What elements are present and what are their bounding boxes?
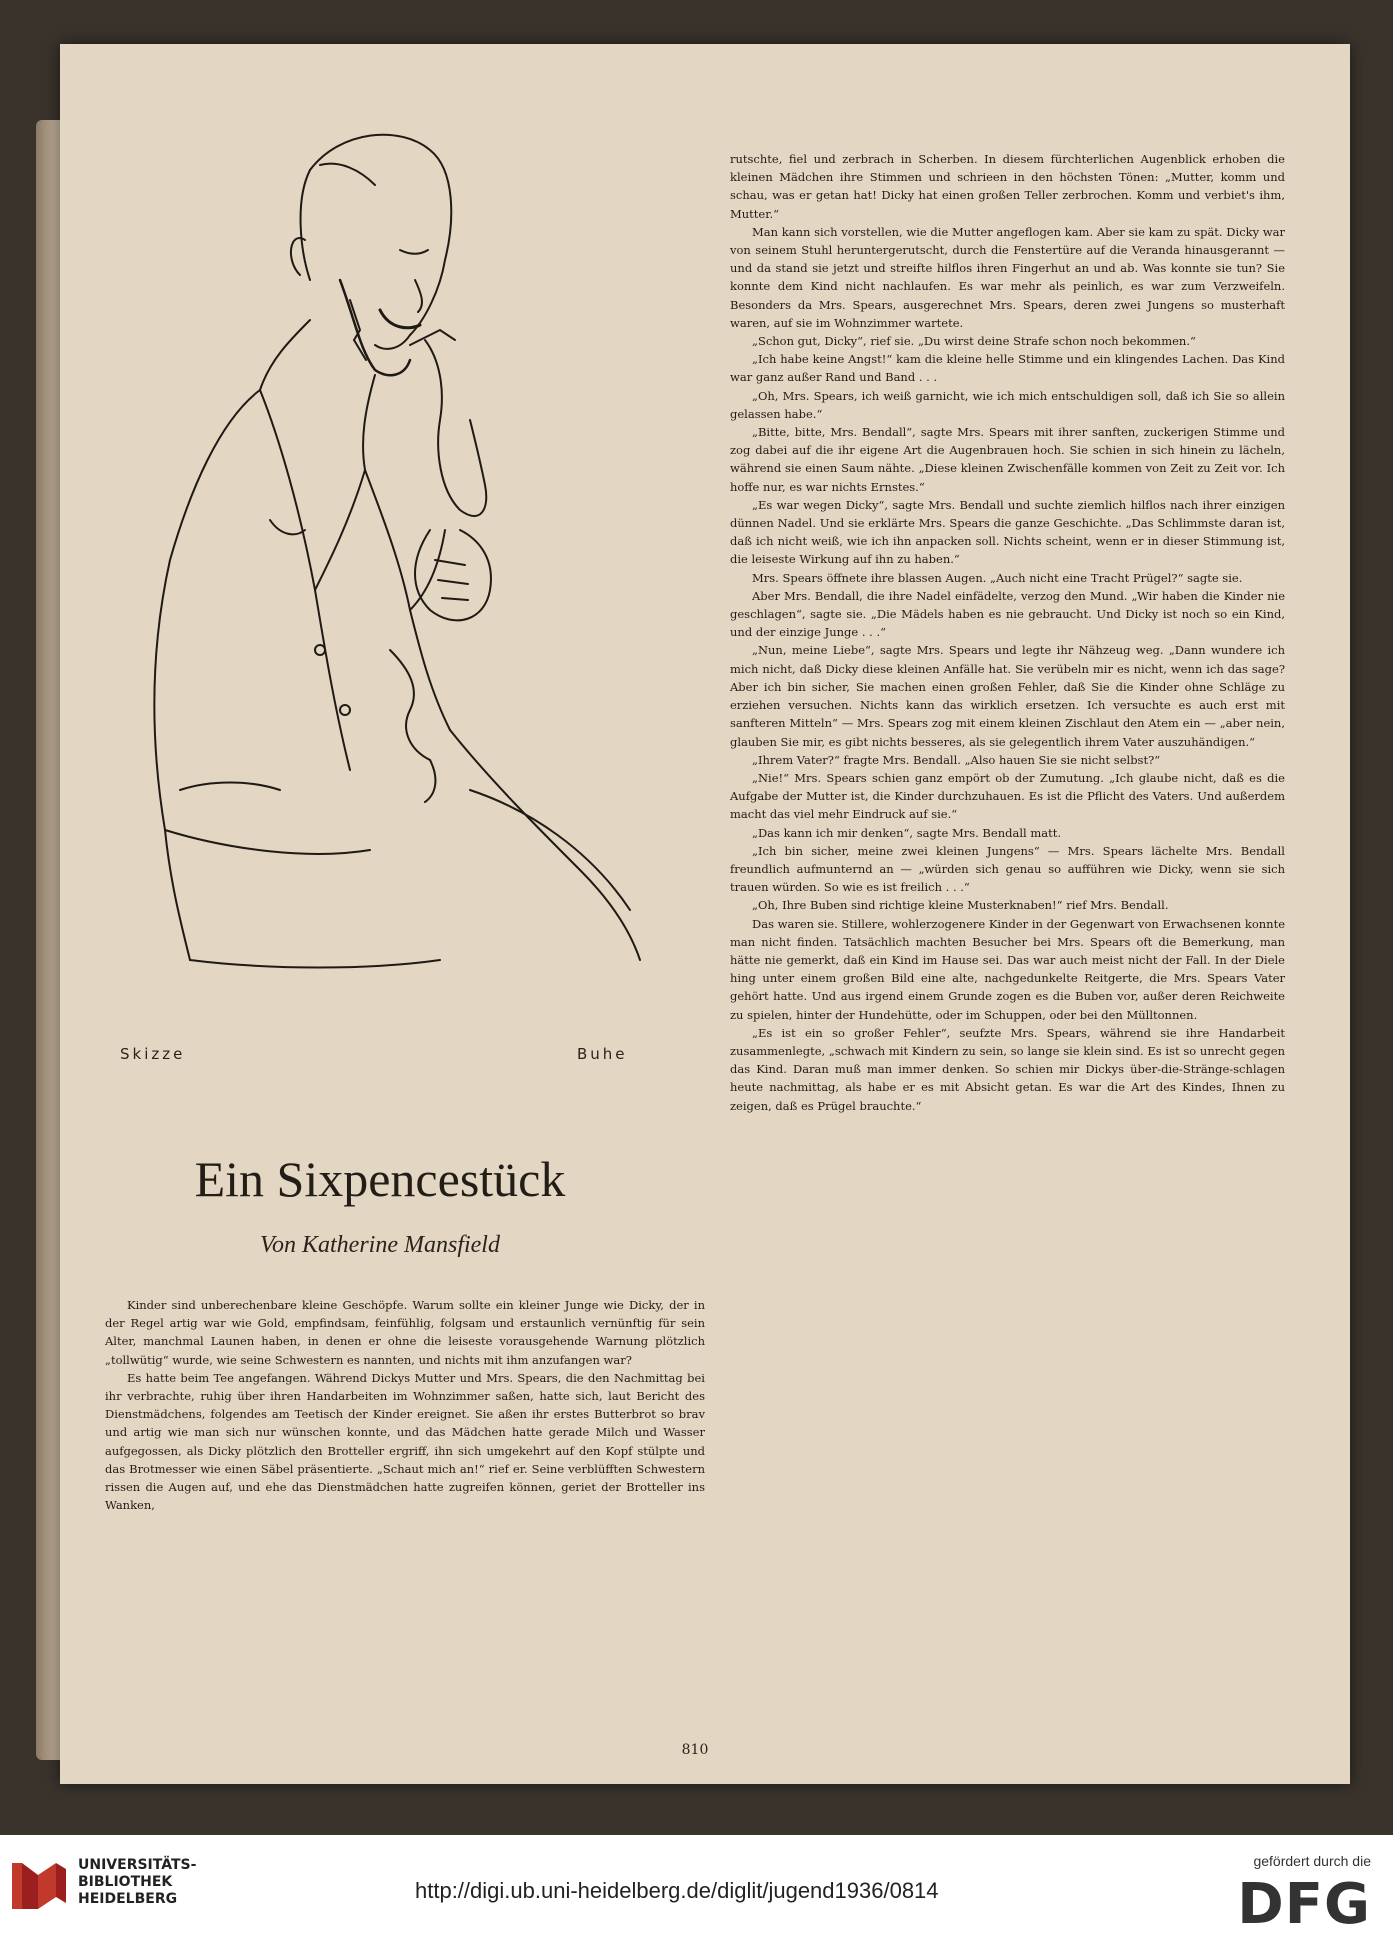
paragraph: „Es war wegen Dicky“, sagte Mrs. Bendall und suchte ziemlich hilflos nach ihrer einzigen dünnen Nadel. Und sie erklärte Mrs. Spears die ganze Geschichte. „Das Schlimmste daran ist, daß ich nicht weiß, wie ich ihn anpacken soll. Nichts scheint, wenn er in dieser Stimmung ist, die leiseste Wirkung auf ihn zu haben.“ (730, 497, 1285, 567)
paragraph: „Oh, Ihre Buben sind richtige kleine Musterknaben!“ rief Mrs. Bendall. (752, 898, 1169, 913)
illustration-caption-left: Skizze (120, 1045, 186, 1063)
paragraph: „Oh, Mrs. Spears, ich weiß garnicht, wie ich mich entschuldigen soll, daß ich Sie so allein gelassen habe.“ (730, 388, 1285, 421)
paragraph: Kinder sind unberechenbare kleine Geschöpfe. Warum sollte ein kleiner Junge wie Dicky, der in der Regel artig war wie Gold, empfindsam, feinfühlig, folgsam und erstaunlich vernünftig für sein Alter, manchmal Launen haben, in denen er ohne die leiseste vorausgehende Warnung plötzlich „tollwütig“ wurde, wie seine Schwestern es nannten, und nichts mit ihm anzufangen war? (105, 1298, 705, 1367)
university-library-name[interactable] (78, 1857, 196, 1908)
paragraph: Aber Mrs. Bendall, die ihre Nadel einfädelte, verzog den Mund. „Wir haben die Kinder nie geschlagen“, sagte sie. „Die Mädels haben es nie gebraucht. Und Dicky ist noch so ein Kind, und der einzige Junge . . .“ (730, 588, 1285, 640)
paragraph: „Ich bin sicher, meine zwei kleinen Jungens“ — Mrs. Spears lächelte Mrs. Bendall freundlich aufmunternd an — „würden sich genau so aufführen wie Dicky, wenn sie sich trauen würden. So wie es ist freilich . . .“ (730, 843, 1285, 895)
article-title: Ein Sixpencestück (194, 1151, 566, 1207)
paragraph: „Nie!“ Mrs. Spears schien ganz empört ob der Zumutung. „Ich glaube nicht, daß es die Aufgabe der Mutter ist, die Kinder durchzuhauen. Es ist die Pflicht des Vaters. Und außerdem macht das viel mehr Eindruck auf sie.“ (730, 770, 1285, 822)
text-column-right (730, 150, 1285, 1115)
paragraph: „Ich habe keine Angst!“ kam die kleine helle Stimme und ein klingendes Lachen. Das Kind war ganz außer Rand und Band . . . (730, 352, 1285, 385)
paragraph: Das waren sie. Stillere, wohlerzogenere Kinder in der Gegenwart von Erwachsenen konnte man nicht finden. Tatsächlich machten Besucher bei Mrs. Spears oft die Bemerkung, man hätte nie gemerkt, daß ein Kind im Hause sei. Das war auch meist nicht der Fall. In der Diele hing unter einem großen Bild eine alte, nachgedunkelte Reitgerte, die Mrs. Spears Vater gehört hatte. Und aus irgend einem Grunde zogen es die Buben vor, außer deren Reichweite zu spielen, hinter der Hundehütte, oder im Schuppen, oder bei den Mülltonnen. (730, 916, 1285, 1022)
library-name-line: HEIDELBERG (78, 1891, 178, 1907)
paragraph: Man kann sich vorstellen, wie die Mutter angeflogen kam. Aber sie kam zu spät. Dicky war von seinem Stuhl heruntergerutscht, durch die Fenstertüre auf die Veranda hinausgerannt — und da stand sie jetzt und streifte hilflos ihren Fingerhut an und ab. Was konnte sie tun? Sie konnte dem Kind nicht nachlaufen. Es war mehr als peinlich, es war zum Verzweifeln. Besonders da Mrs. Spears, ausgerechnet Mrs. Spears, deren zwei Jungens so musterhaft waren, auf sie im Wohnzimmer wartete. (730, 224, 1285, 330)
illustration-caption-right: Buhe (577, 1045, 628, 1063)
paragraph: „Ihrem Vater?“ fragte Mrs. Bendall. „Also hauen Sie sie nicht selbst?“ (752, 752, 1161, 767)
paragraph: „Bitte, bitte, Mrs. Bendall“, sagte Mrs. Spears mit ihrer sanften, zuckerigen Stimme und zog dabei auf die ihr eigene Art die Augenbrauen hoch. Sie schien in sich hinein zu lächeln, während sie einen Saum nähte. „Diese kleinen Zwischenfälle kommen von Zeit zu Zeit vor. Ich hoffe nur, es war nichts Ernstes.“ (730, 425, 1285, 494)
paragraph: „Schon gut, Dicky“, rief sie. „Du wirst deine Strafe schon noch bekommen.“ (752, 334, 1196, 349)
paragraph: Mrs. Spears öffnete ihre blassen Augen. „Auch nicht eine Tracht Prügel?“ sagte sie. (752, 570, 1243, 585)
funding-label: gefördert durch die (1253, 1853, 1371, 1869)
text-column-left (105, 1296, 705, 1514)
permalink-url[interactable]: http://digi.ub.uni-heidelberg.de/diglit/jugend1936/0814 (415, 1878, 939, 1903)
article-byline: Von Katherine Mansfield (260, 1232, 500, 1258)
library-name-line: UNIVERSITÄTS- (78, 1857, 197, 1873)
paragraph: Es hatte beim Tee angefangen. Während Dickys Mutter und Mrs. Spears, die den Nachmittag bei ihr verbrachte, ruhig über ihren Handarbeiten im Wohnzimmer saßen, hatte sich, laut Bericht des Dienstmädchens, folgendes am Teetisch der Kinder ereignet. Sie aßen ihr erstes Butterbrot so brav und artig wie man sich nur wünschen konnte, und das Mädchen hatte gerade Milch und Wasser aufgegossen, als Dicky plötzlich den Brotteller ergriff, ihn sich umgekehrt auf den Kopf stülpte und das Brotmesser wie einen Säbel präsentierte. „Schaut mich an!“ rief er. Seine verblüfften Schwestern rissen die Augen auf, und ehe das Dienstmädchen hatte zugreifen können, geriet der Brotteller ins Wanken, (105, 1370, 705, 1513)
paragraph: „Nun, meine Liebe“, sagte Mrs. Spears und legte ihr Nähzeug weg. „Dann wundere ich mich nicht, daß Dicky diese kleinen Anfälle hat. Sie verübeln mir es nicht, wenn ich das sage? Aber ich bin sicher, Sie machen einen großen Fehler, daß Sie die Kinder ohne Schläge zu erziehen versuchen. Nichts kann das wirklich ersetzen. Ich versuchte es auch erst mit sanfteren Mitteln“ — Mrs. Spears zog mit einem kleinen Zischlaut den Atem ein — „aber nein, glauben Sie mir, es gibt nichts besseres, als sie gelegentlich ihrem Vater auszuhändigen.“ (730, 643, 1285, 749)
dfg-logo[interactable]: DFG (1237, 1872, 1371, 1937)
paragraph: rutschte, fiel und zerbrach in Scherben. In diesem fürchterlichen Augenblick erhoben die kleinen Mädchen ihre Stimmen und schrieen in den höchsten Tönen: „Mutter, komm und schau, was er getan hat! Dicky hat einen großen Teller zerbrochen. Komm und verbiet's ihm, Mutter.“ (730, 152, 1285, 221)
university-library-logo-icon[interactable] (8, 1855, 70, 1917)
paragraph: „Das kann ich mir denken“, sagte Mrs. Bendall matt. (752, 825, 1061, 840)
page-number: 810 (681, 1742, 709, 1758)
illustration-sketch (110, 90, 750, 1040)
viewer-footer (0, 1835, 1393, 1941)
library-name-line: BIBLIOTHEK (78, 1874, 173, 1890)
paragraph: „Es ist ein so großer Fehler“, seufzte Mrs. Spears, während sie ihre Handarbeit zusammenlegte, „schwach mit Kindern zu sein, so lange sie klein sind. Es ist so unrecht gegen das Kind. Daran muß man immer denken. So schien mir Dickys über-die-Stränge-schlagen heute nachmittag, als habe er es mit Absicht getan. Es war die Art des Kindes, Ihnen zu zeigen, daß es Prügel brauchte.“ (730, 1025, 1285, 1113)
